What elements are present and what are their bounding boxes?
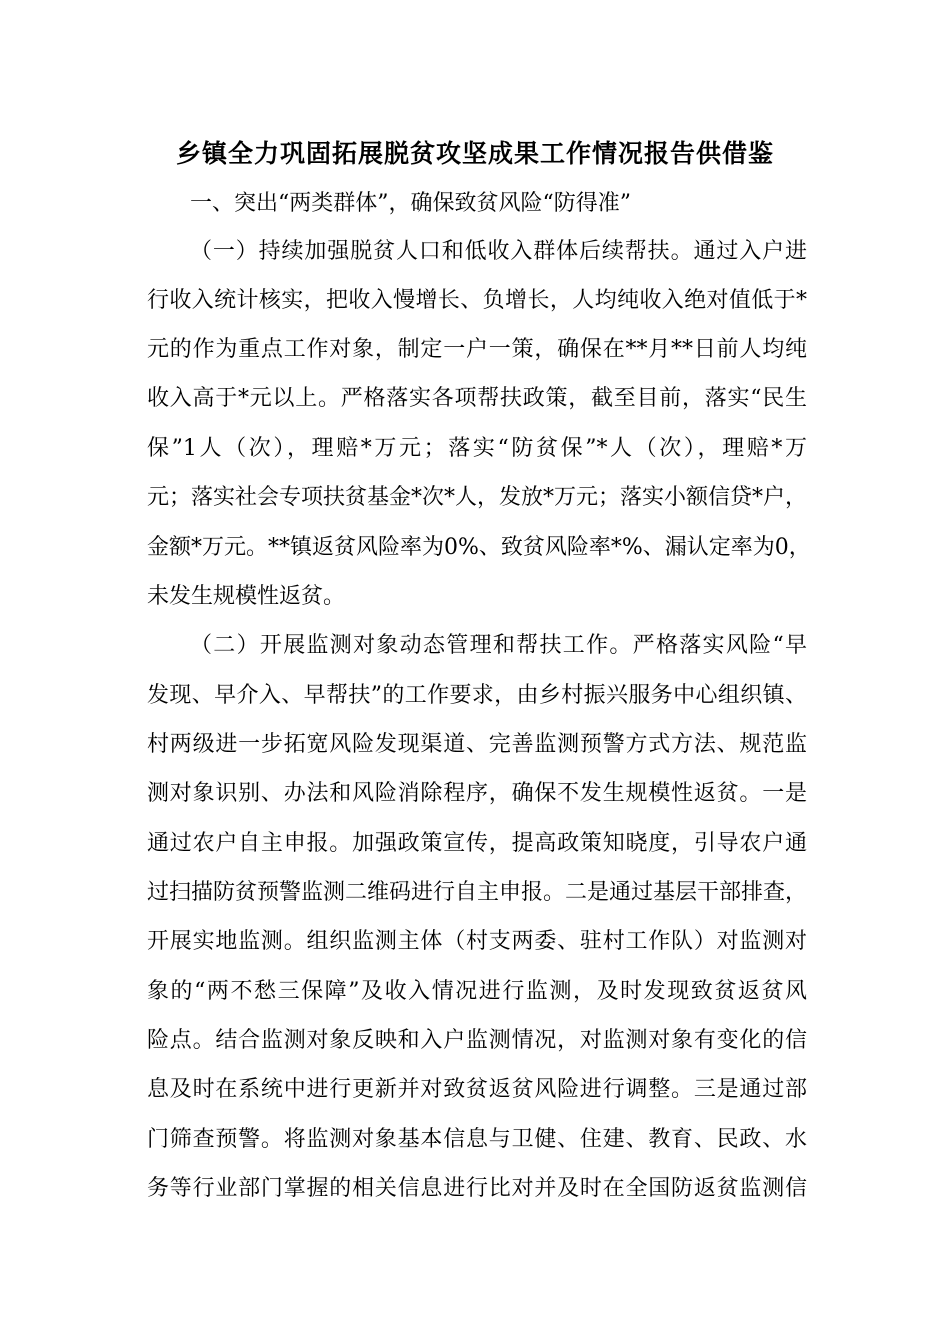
paragraph-2-line: 开展实地监测。组织监测主体（村支两委、驻村工作队）对监测对	[147, 929, 807, 954]
paragraph-1-line: 未发生规模性返贫。	[147, 584, 346, 609]
paragraph-2-line: 过扫描防贫预警监测二维码进行自主申报。二是通过基层干部排查，	[147, 880, 808, 905]
document-title: 乡镇全力巩固拓展脱贫攻坚成果工作情况报告供借鉴	[175, 139, 774, 168]
paragraph-2-line: 门筛查预警。将监测对象基本信息与卫健、住建、教育、民政、水	[147, 1127, 807, 1152]
paragraph-2-line: 村两级进一步拓宽风险发现渠道、完善监测预警方式方法、规范监	[147, 732, 807, 757]
paragraph-1-line: 行收入统计核实，把收入慢增长、负增长，人均纯收入绝对值低于*	[147, 288, 807, 313]
paragraph-1-line: （一）持续加强脱贫人口和低收入群体后续帮扶。通过入户进	[190, 239, 807, 264]
paragraph-2-line: 险点。结合监测对象反映和入户监测情况，对监测对象有变化的信	[147, 1028, 807, 1053]
paragraph-2-line: 象的“两不愁三保障”及收入情况进行监测，及时发现致贫返贫风	[147, 979, 807, 1004]
paragraph-1-line: 元；落实社会专项扶贫基金*次*人，发放*万元；落实小额信贷*户，	[147, 485, 808, 510]
paragraph-2-line: 息及时在系统中进行更新并对致贫返贫风险进行调整。三是通过部	[147, 1077, 807, 1102]
paragraph-1-line: 元的作为重点工作对象，制定一户一策，确保在**月**日前人均纯	[147, 337, 807, 362]
paragraph-2-line: 测对象识别、办法和风险消除程序，确保不发生规模性返贫。一是	[147, 781, 807, 806]
paragraph-1-line: 金额*万元。**镇返贫风险率为0%、致贫风险率*%、漏认定率为0，	[147, 535, 811, 560]
paragraph-2-line: （二）开展监测对象动态管理和帮扶工作。严格落实风险“早	[190, 633, 807, 658]
paragraph-2-line: 发现、早介入、早帮扶”的工作要求，由乡村振兴服务中心组织镇、	[147, 683, 807, 708]
paragraph-2-line: 通过农户自主申报。加强政策宣传，提高政策知晓度，引导农户通	[147, 831, 807, 856]
section-heading: 一、突出“两类群体”，确保致贫风险“防得准”	[190, 191, 631, 216]
paragraph-2-line: 务等行业部门掌握的相关信息进行比对并及时在全国防返贫监测信	[147, 1176, 807, 1201]
paragraph-1-line: 保”1人（次），理赔*万元；落实“防贫保”*人（次），理赔*万	[147, 436, 807, 461]
paragraph-1-line: 收入高于*元以上。严格落实各项帮扶政策，截至目前，落实“民生	[147, 386, 807, 411]
